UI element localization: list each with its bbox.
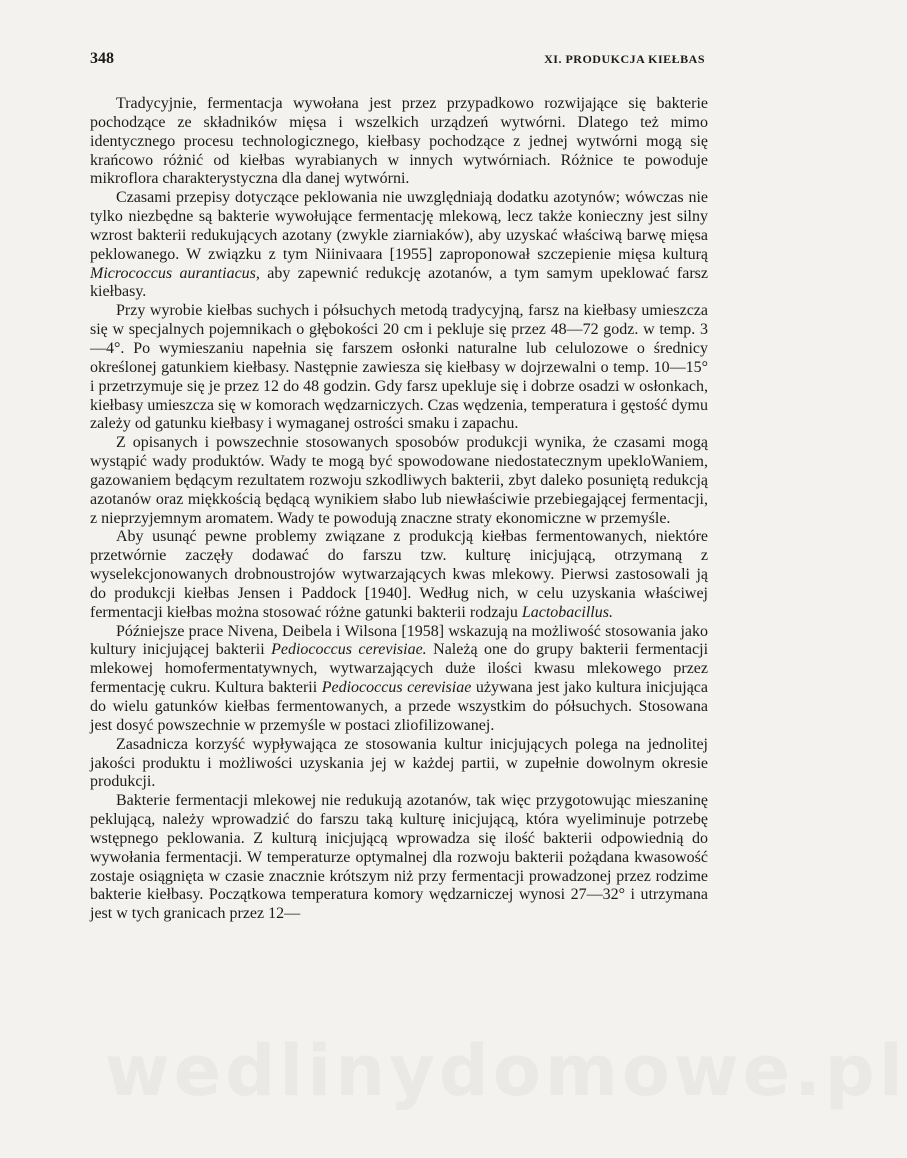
paragraph-6: Późniejsze prace Nivena, Deibela i Wilsona [1958] wskazują na możliwość stosowania jako kultury inicjującej bakterii Pediococcus cerevisiae. Należą one do grupy bakterii fermentacji mlekowej homofermentatywnych, wytwarzających duże ilości kwasu mlekowego przez fermentację cukru. Kultura bakterii Pediococcus cerevisiae używana jest jako kultura inicjująca do wielu gatunków kiełbas fermentowanych, a przede wszystkim do półsuchych. Stosowana jest dosyć powszechnie w przemyśle w postaci zliofilizowanej. bbox=[90, 622, 709, 734]
species-name: Micrococcus aurantiacus, bbox=[90, 264, 260, 282]
paragraph-2: Czasami przepisy dotyczące peklowania nie uwzględniają dodatku azotynów; wówczas nie tylko niezbędne są bakterie wywołujące fermentację mlekową, lecz także konieczny jest silny wzrost bakterii redukujących azotany (zwykle ziarniaków), aby uzyskać właściwą barwę mięsa peklowanego. W związku z tym Niinivaara [1955] zaproponował szczepienie mięsa kulturą Micrococcus aurantiacus, aby zapewnić redukcję azotanów, a tym samym upeklować farsz kiełbasy. bbox=[90, 189, 708, 301]
species-name: Pediococcus cerevisiae. bbox=[271, 641, 427, 659]
page-number: 348 bbox=[90, 50, 114, 67]
paragraph-1: Tradycyjnie, fermentacja wywołana jest przez przypadkowo rozwijające się bakterie pochodzące ze składników mięsa i wszelkich urządzeń wytwórni. Dlatego też mimo identycznego procesu technologicznego, kiełbasy pochodzące z jednej wytwórni mogą się krańcowo różnić od kiełbas wyrabianych w innych wytwórniach. Różnice te powoduje mikroflora charakterystyczna dla danej wytwórni. bbox=[90, 95, 708, 188]
paragraph-4: Z opisanych i powszechnie stosowanych sposobów produkcji wynika, że czasami mogą wystąpić wady produktów. Wady te mogą być spowodowane niedostatecznym upekloWaniem, gazowaniem będącym rezultatem rozwoju szkodliwych bakterii, zbyt daleko posuniętą redukcją azotanów oraz miękkością będącą wynikiem słabo lub niewłaściwie przebiegającej fermentacji, z nieprzyjemnym aromatem. Wady te powodują znaczne straty ekonomiczne w przemyśle. bbox=[90, 434, 708, 527]
paragraph-3: Przy wyrobie kiełbas suchych i półsuchych metodą tradycyjną, farsz na kiełbasy umieszcza się w specjalnych pojemnikach o głębokości 20 cm i pekluje się przez 48—72 godz. w temp. 3—4°. Po wymieszaniu napełnia się farszem osłonki naturalne lub celulozowe o średnicy określonej gatunkiem kiełbasy. Następnie zawiesza się kiełbasy w dojrzewalni o temp. 10—15° i przetrzymuje się je przez 12 do 48 godzin. Gdy farsz upekluje się i dobrze osadzi w osłonkach, kiełbasy umieszcza się w komorach wędzarniczych. Czas wędzenia, temperatura i gęstość dymu zależy od gatunku kiełbasy i wymaganej ostrości smaku i zapachu. bbox=[90, 302, 708, 433]
watermark: wedlinydomowe.pl bbox=[105, 1030, 907, 1112]
page-header bbox=[90, 50, 705, 72]
body-text bbox=[90, 95, 708, 924]
species-name: Pediococcus cerevisiae bbox=[321, 679, 472, 697]
paragraph-5: Aby usunąć pewne problemy związane z produkcją kiełbas fermentowanych, niektóre przetwórnie zaczęły dodawać do farszu tzw. kulturę inicjującą, otrzymaną z wyselekcjonowanych drobnoustrojów wytwarzających kwas mlekowy. Pierwsi zastosowali ją do produkcji kiełbas Jensen i Paddock [1940]. Według nich, w celu uzyskania właściwej fermentacji kiełbas można stosować różne gatunki bakterii rodzaju Lactobacillus. bbox=[90, 528, 708, 621]
paragraph-7: Zasadnicza korzyść wypływająca ze stosowania kultur inicjujących polega na jednolitej jakości produktu i możliwości uzyskania jej w każdej partii, w zupełnie dowolnym okresie produkcji. bbox=[90, 735, 708, 791]
genus-name: Lactobacillus. bbox=[521, 603, 613, 621]
running-title: XI. PRODUKCJA KIEŁBAS bbox=[544, 52, 705, 66]
paragraph-8: Bakterie fermentacji mlekowej nie redukują azotanów, tak więc przygotowując mieszaninę peklującą, należy wprowadzić do farszu taką kulturę inicjującą, która wyeliminuje potrzebę wstępnego peklowania. Z kulturą inicjującą wprowadza się ilość bakterii odpowiednią do wywołania fermentacji. W temperaturze optymalnej dla rozwoju bakterii pożądana kwasowość zostaje osiągnięta w czasie znacznie krótszym niż przy fermentacji prowadzonej przez rodzime bakterie kiełbasy. Początkowa temperatura komory wędzarniczej wynosi 27—32° i utrzymana jest w tych granicach przez 12— bbox=[90, 792, 708, 923]
